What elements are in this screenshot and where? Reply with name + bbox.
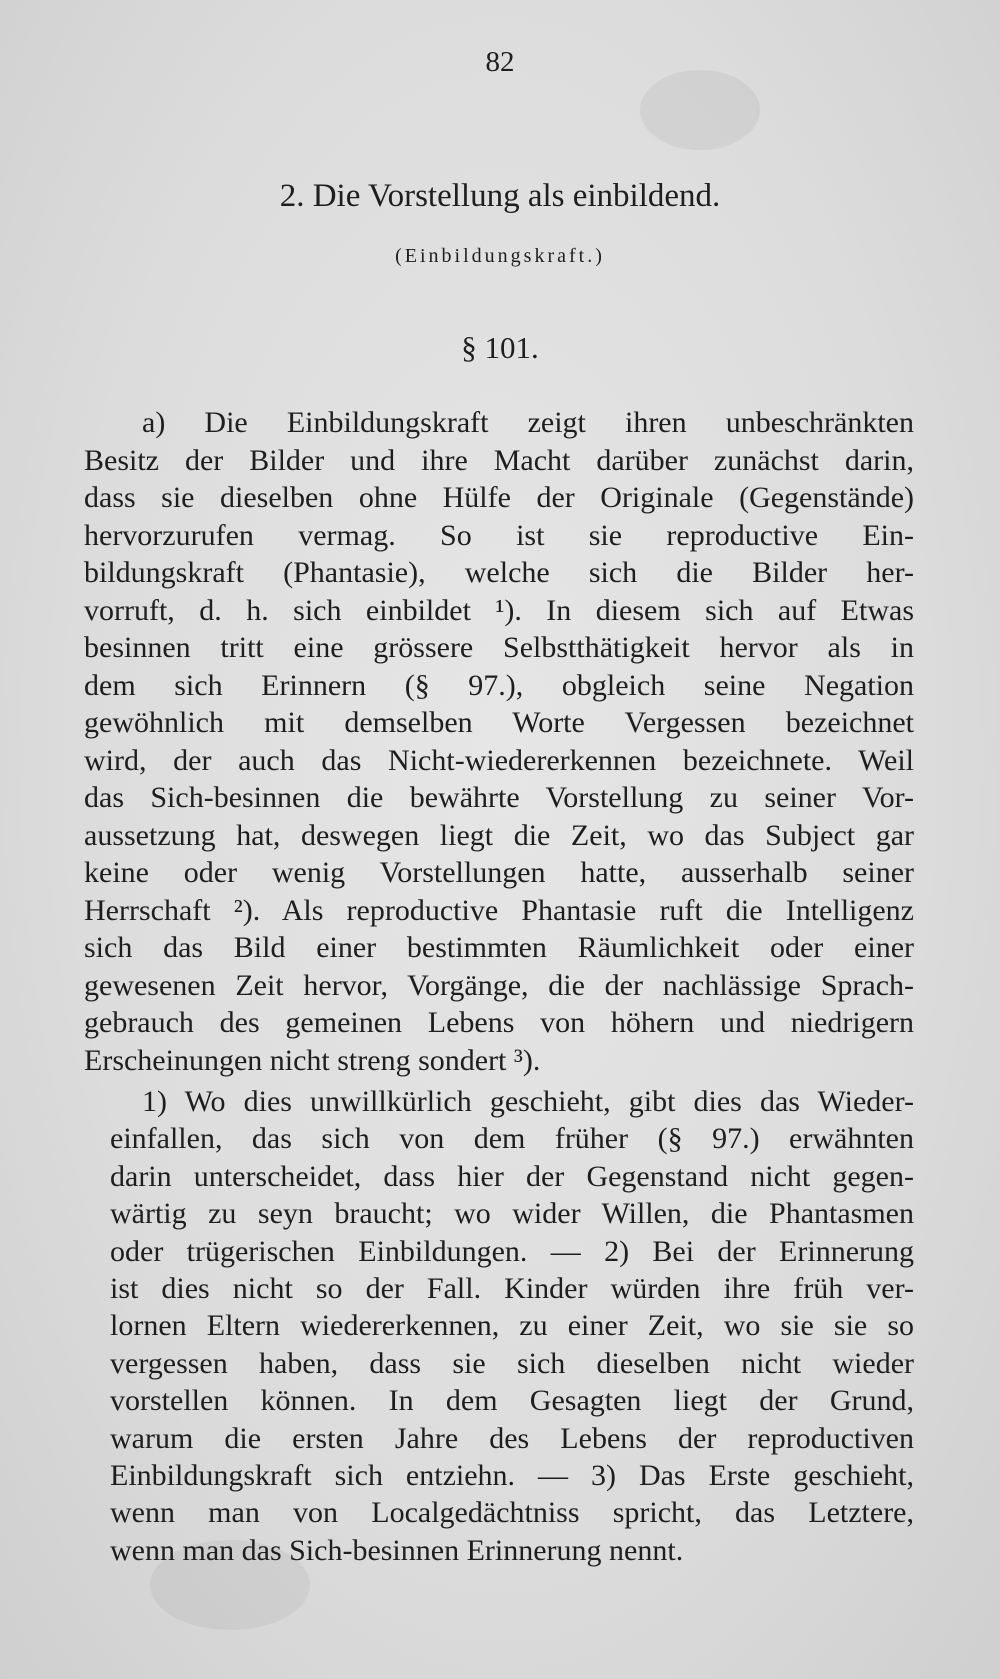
text-line: hervorzurufen vermag. So ist sie reproductive Ein- — [84, 518, 914, 552]
text-line: gewöhnlich mit demselben Worte Vergessen bezeichnet — [84, 706, 914, 739]
text-line: gewesenen Zeit hervor, Vorgänge, die der nachlässige Sprach- — [84, 968, 914, 1002]
text-line: wird, der auch das Nicht-wiedererkennen bezeichnete. Weil — [84, 743, 914, 777]
paper-stain — [640, 70, 760, 150]
footnote-line: warum die ersten Jahre des Lebens der reproductiven — [110, 1421, 914, 1455]
footnote-line: wenn man das Sich-besinnen Erinnerung nennt. — [110, 1533, 684, 1567]
footnote-line: einfallen, das sich von dem früher (§ 97.) erwähnten — [110, 1122, 914, 1156]
footnote-line: wärtig zu seyn braucht; wo wider Willen, die Phantasmen — [110, 1197, 914, 1231]
footnote-line: 1) Wo dies unwillkürlich geschieht, gibt dies das Wieder- — [142, 1085, 914, 1118]
footnote-line: darin unterscheidet, dass hier der Gegenstand nicht gegen- — [110, 1159, 914, 1193]
footnote-line: Einbildungskraft sich entziehn. — 3) Das Erste geschieht, — [110, 1459, 914, 1493]
chapter-subheading: (Einbildungskraft.) — [395, 245, 605, 267]
text-line: Erscheinungen nicht streng sondert ³). — [84, 1043, 541, 1077]
footnote-line: wenn man von Localgedächtniss spricht, das Letztere, — [110, 1496, 914, 1530]
text-line: Herrschaft ²). Als reproductive Phantasie ruft die Intelligenz — [84, 893, 914, 927]
page-number: 82 — [485, 46, 515, 78]
text-line: gebrauch des gemeinen Lebens von höhern und niedrigern — [84, 1006, 914, 1039]
footnotes — [110, 1083, 914, 1569]
text-line: vorruft, d. h. sich einbildet ¹). In diesem sich auf Etwas — [84, 593, 914, 627]
text-line: dem sich Erinnern (§ 97.), obgleich seine Negation — [84, 668, 914, 702]
text-line: besinnen tritt eine grössere Selbstthätigkeit hervor als in — [84, 631, 914, 664]
section-number: § 101. — [461, 330, 539, 365]
text-line: a) Die Einbildungskraft zeigt ihren unbeschränkten — [142, 406, 914, 439]
text-line: keine oder wenig Vorstellungen hatte, ausserhalb seiner — [84, 856, 914, 889]
footnote-line: vergessen haben, dass sie sich dieselben nicht wieder — [110, 1346, 914, 1380]
footnote-line: oder trügerischen Einbildungen. — 2) Bei der Erinnerung — [110, 1234, 914, 1268]
main-paragraph — [84, 404, 914, 1079]
footnote-line: lornen Eltern wiedererkennen, zu einer Zeit, wo sie sie so — [110, 1309, 914, 1343]
text-line: sich das Bild einer bestimmten Räumlichkeit oder einer — [84, 931, 914, 964]
footnote-line: ist dies nicht so der Fall. Kinder würden ihre früh ver- — [110, 1272, 914, 1306]
text-line: das Sich-besinnen die bewährte Vorstellung zu seiner Vor- — [84, 781, 914, 814]
text-line: dass sie dieselben ohne Hülfe der Originale (Gegenstände) — [84, 481, 914, 514]
footnote-line: vorstellen können. In dem Gesagten liegt der Grund, — [110, 1384, 914, 1418]
text-line: aussetzung hat, deswegen liegt die Zeit, wo das Subject gar — [84, 818, 914, 852]
text-line: Besitz der Bilder und ihre Macht darüber zunächst darin, — [84, 443, 914, 477]
chapter-heading: 2. Die Vorstellung als einbildend. — [279, 178, 721, 214]
text-line: bildungskraft (Phantasie), welche sich die Bilder her- — [84, 556, 914, 589]
